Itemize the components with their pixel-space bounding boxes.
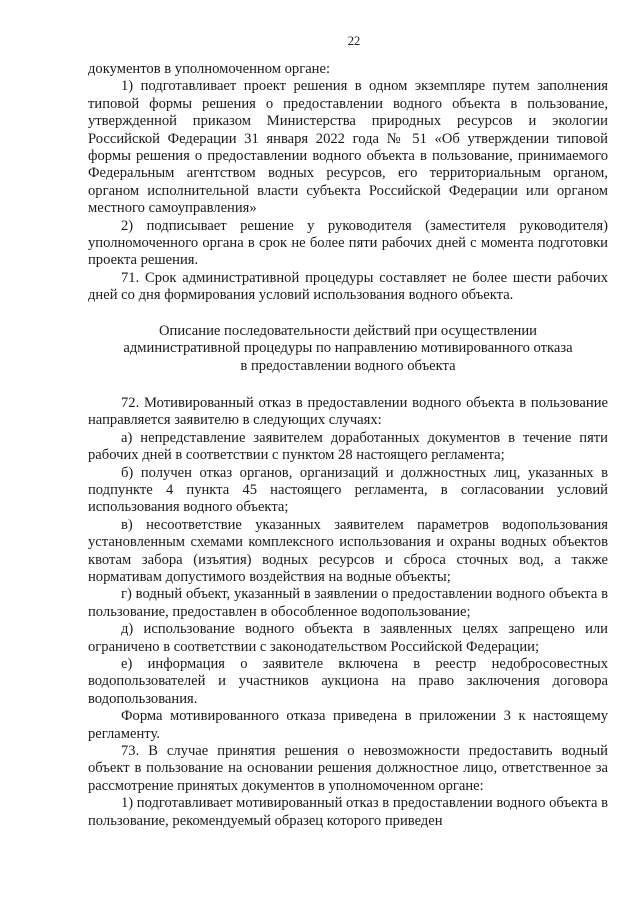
paragraph-p8: г) водный объект, указанный в заявлении о предоставлении водного объекта в пользование, предоставлен в обособленное водопользование;: [88, 586, 608, 620]
paragraph-p9: д) использование водного объекта в заявленных целях запрещено или ограничено в соответствии с законодательством Российской Федерации;: [88, 621, 608, 655]
paragraph-p10: е) информация о заявителе включена в реестр недобросовестных водопользователей и участников аукциона на право заключения договора водопользования.: [88, 656, 608, 707]
paragraph-p12: 73. В случае принятия решения о невозможности предоставить водный объект в пользование на основании решения должностное лицо, ответственное за рассмотрение принятых документов в уполномоченном органе:: [88, 743, 608, 794]
paragraph-p4: 72. Мотивированный отказ в предоставлении водного объекта в пользование направляется заявителю в следующих случаях:: [88, 394, 608, 429]
paragraph-p13: 1) подготавливает мотивированный отказ в предоставлении водного объекта в пользование, рекомендуемый образец которого приведен: [88, 795, 608, 829]
paragraph-p0: документов в уполномоченном органе:: [88, 61, 331, 77]
section-heading-line-2: административной процедуры по направлению мотивированного отказа: [123, 340, 573, 357]
section-heading-line-1: Описание последовательности действий при осуществлении: [158, 322, 537, 339]
text-block-bottom: [88, 395, 608, 830]
paragraph-p6: б) получен отказ органов, организаций и должностных лиц, указанных в подпункте 4 пункта 45 настоящего регламента, в согласовании условий использования водного объекта;: [88, 464, 608, 516]
section-heading: [88, 323, 608, 375]
paragraph-p5: а) непредставление заявителем доработанных документов в течение пяти рабочих дней в соответствии с пунктом 28 настоящего регламента;: [88, 429, 608, 464]
text-block-top: [88, 61, 608, 305]
paragraph-p11: Форма мотивированного отказа приведена в приложении 3 к настоящему регламенту.: [88, 708, 608, 742]
paragraph-p1: 1) подготавливает проект решения в одном экземпляре путем заполнения типовой формы решения о предоставлении водного объекта в пользование, утвержденной приказом Министерства природных ресурсов и экологии Российской Федерации 31 января 2022 года № 51 «Об утверждении типовой формы решения о предоставлении водного объекта в пользование, принимаемого Федеральным агентством водных ресурсов, его территориальным органом, органом исполнительной власти субъекта Российской Федерации или органом местного самоуправления»: [88, 78, 608, 217]
page-number: 22: [347, 34, 361, 48]
paragraph-p3: 71. Срок административной процедуры составляет не более шести рабочих дней со дня формирования условий использования водного объекта.: [88, 269, 608, 304]
section-heading-line-3: в предоставлении водного объекта: [240, 357, 456, 374]
paragraph-p7: в) несоответствие указанных заявителем параметров водопользования установленным схемами комплексного использования и охраны водных объектов квотам забора (изъятия) водных ресурсов и сброса сточных вод, а также нормативам допустимого воздействия на водные объекты;: [88, 516, 608, 585]
paragraph-p2: 2) подписывает решение у руководителя (заместителя руководителя) уполномоченного органа в срок не более пяти рабочих дней с момента подготовки проекта решения.: [88, 217, 608, 269]
